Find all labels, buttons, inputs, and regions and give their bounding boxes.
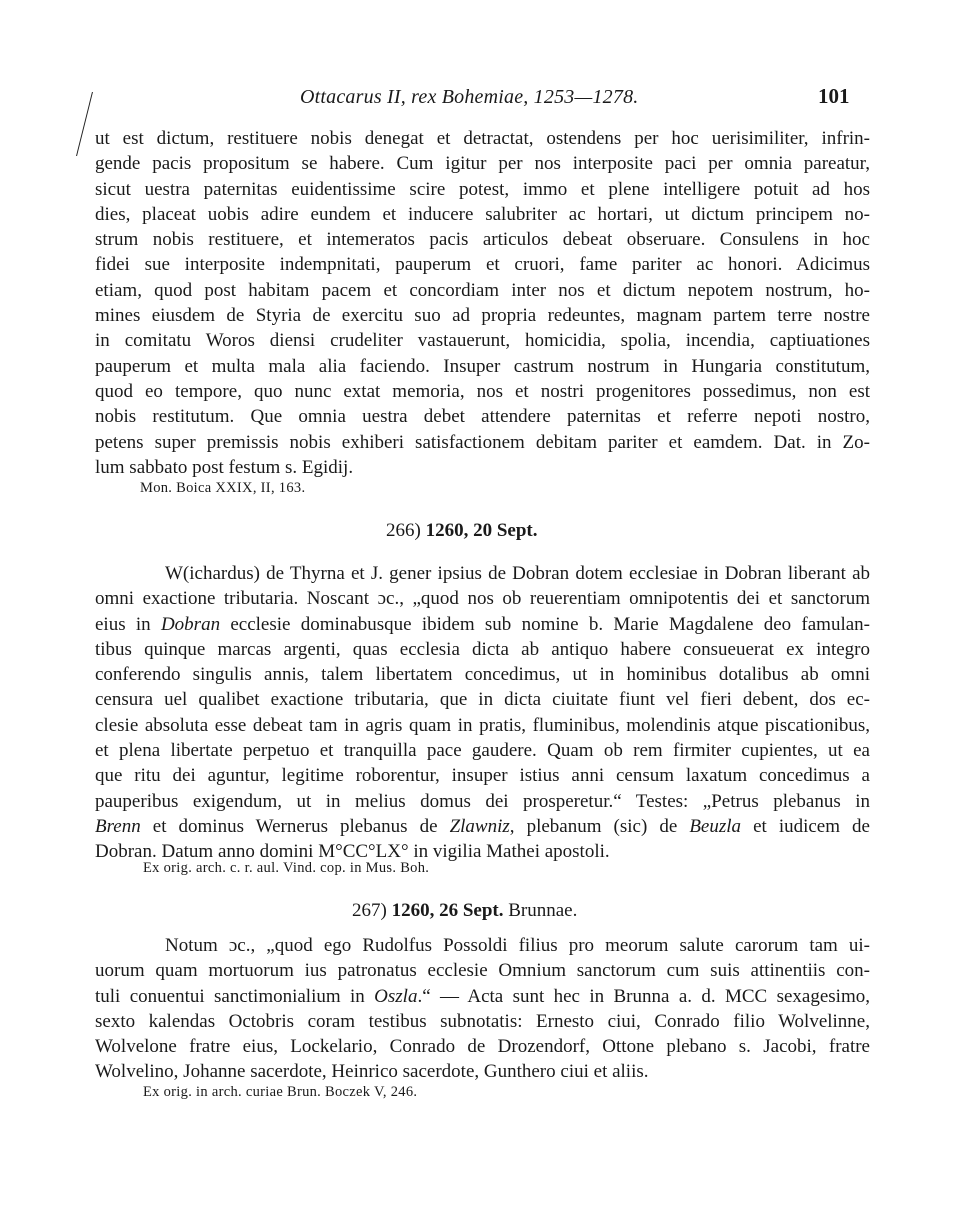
text-line: dies, placeat uobis adire eundem et inducere salubriter ac hortari, ut dictum principem no- xyxy=(95,203,870,225)
text-line: fidei sue interposite indempnitati, pauperum et cruori, fame pariter ac honori. Adicimus xyxy=(95,254,870,276)
text-line: gende pacis propositum se habere. Cum igitur per nos interposite paci per omnia pareatur, xyxy=(95,153,870,175)
document-267-text xyxy=(95,933,870,1085)
text-line: sexto kalendas Octobris coram testibus subnotatis: Ernesto ciui, Conrado filio Wolvelinne, xyxy=(95,1010,870,1032)
text-line: censura uel qualibet exactione tributaria, que in dicta ciuitate fiunt vel fieri debent, dos ec- xyxy=(95,689,870,711)
text-line: mines eiusdem de Styria de exercitu suo ad propria redeuntes, magnam partem terre nostre xyxy=(95,305,870,327)
document-number: 266) xyxy=(386,520,421,541)
document-heading-267 xyxy=(352,900,577,922)
text-line: clesie absoluta esse debeat tam in agris quam in pratis, fluminibus, molendinis atque piscationibus, xyxy=(95,714,870,736)
source-citation-continuation: Mon. Boica XXIX, II, 163. xyxy=(140,480,306,496)
text-line: strum nobis restituere, et intemeratos pacis articulos debeat obseruare. Consulens in hoc xyxy=(95,229,870,251)
document-place: Brunnae. xyxy=(508,900,578,921)
running-title: Ottacarus II, rex Bohemiae, 1253—1278. xyxy=(300,86,639,108)
text-line: Wolvelone fratre eius, Lockelario, Conrado de Drozendorf, Ottone plebano s. Jacobi, fratre xyxy=(95,1036,870,1058)
text-line: petens super premissis nobis exhiberi satisfactionem debitam pariter et eamdem. Dat. in Zo- xyxy=(95,431,870,453)
document-date: 1260, 26 Sept. xyxy=(391,900,504,921)
text-line: tuli conuentui sanctimonialium in Oszla.“ — Acta sunt hec in Brunna a. d. MCC sexagesimo, xyxy=(95,985,870,1007)
text-line: eius in Dobran ecclesie dominabusque ibidem sub nomine b. Marie Magdalene deo famulan- xyxy=(95,613,870,635)
text-line: pauperum et multa mala alia faciendo. Insuper castrum nostrum in Hungaria constitutum, xyxy=(95,355,870,377)
text-line: Brenn et dominus Wernerus plebanus de Zlawniz, plebanum (sic) de Beuzla et iudicem de xyxy=(95,815,870,837)
text-line: lum sabbato post festum s. Egidij. xyxy=(95,456,354,478)
text-line: uorum quam mortuorum ius patronatus ecclesie Omnium sanctorum cum suis attinentiis con- xyxy=(95,960,870,982)
continuation-paragraph xyxy=(95,126,870,480)
text-line: W(ichardus) de Thyrna et J. gener ipsius de Dobran dotem ecclesiae in Dobran liberant ab xyxy=(165,563,870,584)
text-line: que ritu dei aguntur, legitime roborentur, insuper istius anni censum laxatum concedimus a xyxy=(95,765,870,787)
text-line: in comitatu Woros diensi crudeliter vastauerunt, homicidia, spolia, incendia, captiuationes xyxy=(95,330,870,352)
text-line: et plena libertate perpetuo et tranquilla pace gaudere. Quam ob rem firmiter cupientes, ut ea xyxy=(95,740,870,762)
document-266-text xyxy=(95,561,870,865)
document-number: 267) xyxy=(352,900,387,921)
text-line: Dobran. Datum anno domini M°CC°LX° in vigilia Mathei apostoli. xyxy=(95,841,610,863)
page-number: 101 xyxy=(818,84,850,108)
document-date: 1260, 20 Sept. xyxy=(425,520,538,541)
text-line: etiam, quod post habitam pacem et concordiam inter nos et dictum nepotem nostrum, ho- xyxy=(95,279,870,301)
text-line: sicut uestra paternitas euidentissime scire potest, immo et plene intelligere potuit ad hos xyxy=(95,178,870,200)
source-citation-267: Ex orig. in arch. curiae Brun. Boczek V, 246. xyxy=(143,1084,418,1100)
text-line: tibus quinque marcas argenti, quas ecclesia dicta ab antiquo habere consueuerat ex integro xyxy=(95,638,870,660)
text-line: Notum ɔc., „quod ego Rudolfus Possoldi filius pro meorum salute carorum tam ui- xyxy=(165,935,870,956)
text-line: Wolvelino, Johanne sacerdote, Heinrico sacerdote, Gunthero ciui et aliis. xyxy=(95,1061,649,1083)
text-line: conferendo singulis annis, talem libertatem concedimus, ut in hominibus dotalibus ab omni xyxy=(95,664,870,686)
text-line: pauperibus exigendum, ut in melius domus dei prosperetur.“ Testes: „Petrus plebanus in xyxy=(95,790,870,812)
document-heading-266 xyxy=(386,520,537,542)
source-citation-266: Ex orig. arch. c. r. aul. Vind. cop. in Mus. Boh. xyxy=(143,860,430,876)
text-line: ut est dictum, restituere nobis denegat et detractat, ostendens per hoc uerisimiliter, infrin- xyxy=(95,128,870,149)
text-line: omni exactione tributaria. Noscant ɔc., „quod nos ob reuerentiam omnipotentis dei et sanctorum xyxy=(95,588,870,610)
text-line: quod eo tempore, quo nunc extat memoria, nos et nostri progenitores possedimus, non est xyxy=(95,380,870,402)
text-line: nobis restitutum. Que omnia uestra debet attendere paternitas et referre nepoti nostro, xyxy=(95,406,870,428)
